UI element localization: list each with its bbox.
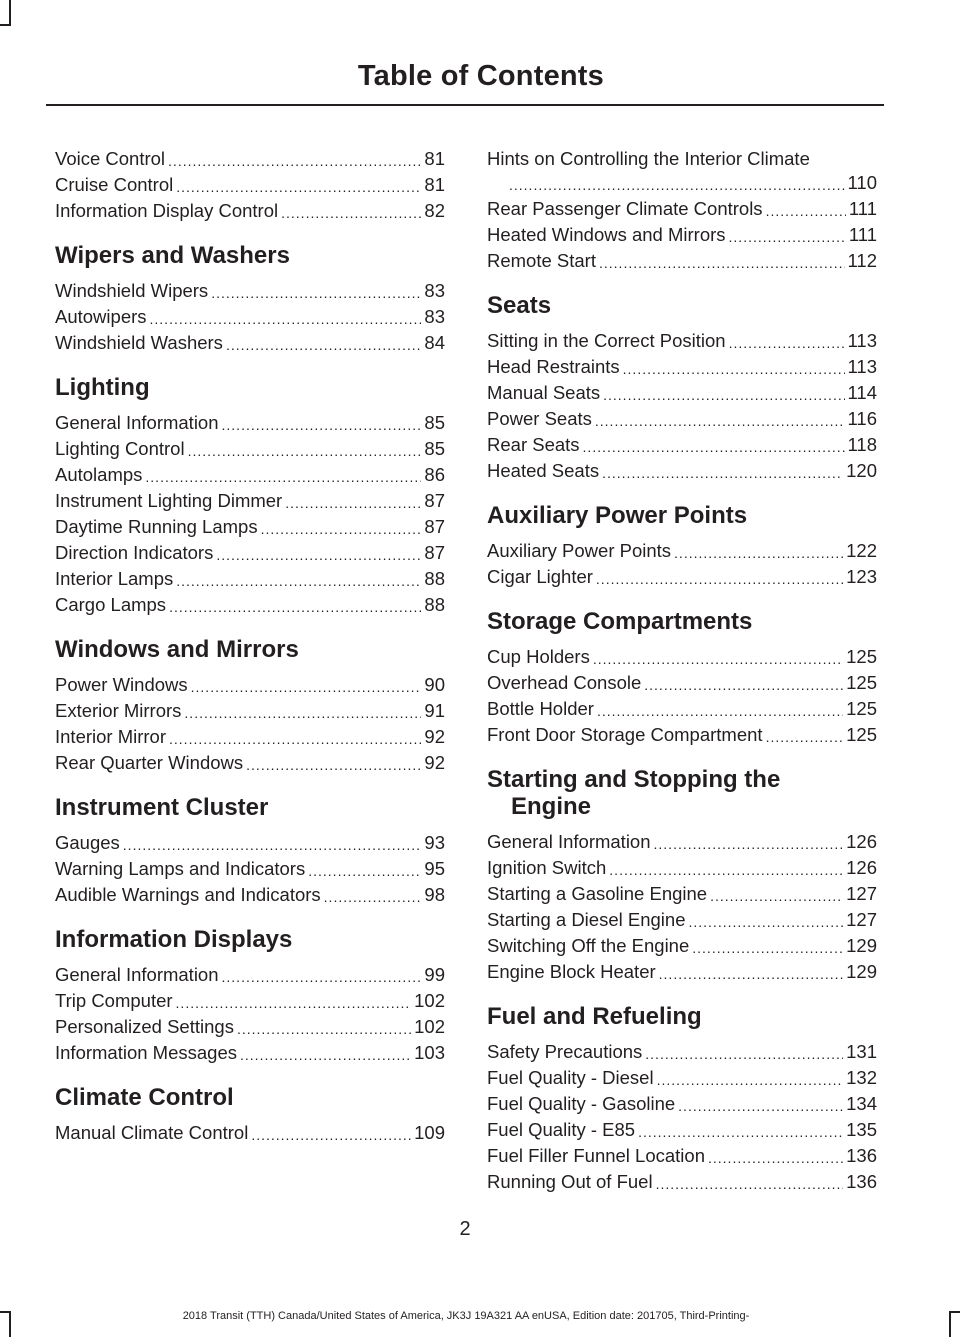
toc-entry-title: Manual Seats [487, 382, 601, 403]
toc-entry[interactable] [487, 670, 877, 696]
section-heading [55, 242, 445, 269]
toc-entry[interactable] [55, 750, 445, 776]
toc-entry-title: General Information [487, 831, 651, 852]
dot-leader [226, 334, 421, 356]
toc-entry-page: 95 [424, 858, 445, 879]
toc-entry-page: 127 [846, 883, 877, 904]
toc-entry-title: Heated Windows and Mirrors [487, 224, 726, 245]
toc-entry[interactable] [487, 881, 877, 907]
toc-entry-page: 98 [424, 884, 445, 905]
toc-entry-page: 126 [846, 857, 877, 878]
dot-leader [237, 1018, 411, 1040]
dot-leader [593, 648, 843, 670]
toc-entry-title: Remote Start [487, 250, 596, 271]
toc-entry-title: Gauges [55, 832, 120, 853]
toc-entry[interactable] [487, 564, 877, 590]
toc-entry[interactable] [55, 882, 445, 908]
toc-entry[interactable] [55, 462, 445, 488]
toc-entry-page: 120 [846, 460, 877, 481]
toc-entry-page: 92 [424, 726, 445, 747]
dot-leader [216, 544, 421, 566]
toc-entry-page: 116 [847, 408, 877, 429]
toc-entry-page: 88 [424, 568, 445, 589]
toc-entry-page: 125 [846, 698, 877, 719]
section-heading [487, 766, 877, 820]
toc-entry[interactable] [55, 592, 445, 618]
crop-mark [949, 1311, 960, 1313]
toc-entry-page: 87 [424, 516, 445, 537]
section-heading [487, 502, 877, 529]
section-heading [55, 636, 445, 663]
dot-leader [595, 410, 845, 432]
toc-entry-title: Safety Precautions [487, 1041, 643, 1062]
toc-entry-page: 114 [847, 382, 877, 403]
toc-entry-title: Auxiliary Power Points [487, 540, 672, 561]
dot-leader [603, 384, 844, 406]
toc-entry-title: Bottle Holder [487, 698, 594, 719]
dot-leader [659, 963, 843, 985]
toc-entry[interactable] [487, 1169, 877, 1195]
toc-entry-title: Head Restraints [487, 356, 620, 377]
dot-leader [688, 911, 843, 933]
toc-entry[interactable] [487, 146, 877, 196]
toc-entry-page: 135 [846, 1119, 877, 1140]
section-heading-text: Wipers and Washers [55, 242, 290, 269]
dot-leader [638, 1121, 843, 1143]
toc-entry-page: 102 [414, 1016, 445, 1037]
crop-mark [0, 24, 11, 26]
page-title: Table of Contents [357, 60, 604, 92]
toc-entry-page: 112 [847, 250, 877, 271]
toc-entry[interactable] [487, 458, 877, 484]
dot-leader [509, 174, 845, 196]
dot-leader [645, 1043, 843, 1065]
toc-entry-page: 81 [424, 174, 445, 195]
toc-entry-title: Rear Seats [487, 434, 580, 455]
dot-leader [644, 674, 843, 696]
toc-entry-page: 127 [846, 909, 877, 930]
toc-entry-page: 126 [846, 831, 877, 852]
toc-entry[interactable] [487, 432, 877, 458]
toc-entry-title: Autolamps [55, 464, 143, 485]
dot-leader [766, 200, 846, 222]
section-heading-text-cont: Engine [511, 793, 592, 820]
toc-entry-page: 81 [424, 148, 445, 169]
header-divider [46, 104, 884, 106]
toc-entry-title: Windshield Washers [55, 332, 223, 353]
toc-entry-page: 125 [846, 672, 877, 693]
dot-leader [308, 860, 421, 882]
toc-entry[interactable] [487, 1091, 877, 1117]
section-heading [55, 374, 445, 401]
toc-entry-page: 134 [846, 1093, 877, 1114]
toc-entry-title: Instrument Lighting Dimmer [55, 490, 283, 511]
toc-entry[interactable] [55, 856, 445, 882]
dot-leader [184, 702, 421, 724]
toc-entry-page: 83 [424, 306, 445, 327]
section-heading-text: Instrument Cluster [55, 794, 269, 821]
toc-entry[interactable] [55, 988, 445, 1014]
dot-leader [623, 358, 845, 380]
toc-entry[interactable] [55, 172, 445, 198]
toc-entry[interactable] [55, 278, 445, 304]
toc-entry[interactable] [487, 959, 877, 985]
toc-entry-title: Rear Passenger Climate Controls [487, 198, 763, 219]
section-heading-text: Seats [487, 292, 552, 319]
toc-entry[interactable] [55, 540, 445, 566]
toc-entry-title: Information Display Control [55, 200, 279, 221]
toc-entry-title: Fuel Quality - Diesel [487, 1067, 654, 1088]
crop-mark [949, 1311, 951, 1337]
toc-entry-page: 123 [846, 566, 877, 587]
toc-entry-title: General Information [55, 412, 219, 433]
toc-entry-title: Windshield Wipers [55, 280, 209, 301]
toc-entry[interactable] [55, 330, 445, 356]
toc-entry[interactable] [487, 406, 877, 432]
dot-leader [599, 252, 845, 274]
toc-entry[interactable] [55, 1014, 445, 1040]
toc-entry-title: Fuel Quality - Gasoline [487, 1093, 676, 1114]
section-heading-text: Lighting [55, 374, 150, 401]
toc-entry-page: 85 [424, 412, 445, 433]
section-heading [55, 926, 445, 953]
toc-entry[interactable] [55, 724, 445, 750]
toc-entry-title: Exterior Mirrors [55, 700, 182, 721]
dot-leader [678, 1095, 843, 1117]
toc-entry-page: 122 [846, 540, 877, 561]
toc-entry-page: 102 [414, 990, 445, 1011]
toc-column-left [55, 146, 445, 1146]
dot-leader [240, 1044, 411, 1066]
section-heading-text: Auxiliary Power Points [487, 502, 748, 529]
toc-entry[interactable] [55, 488, 445, 514]
dot-leader [168, 150, 421, 172]
toc-entry[interactable] [487, 354, 877, 380]
toc-entry[interactable] [487, 248, 877, 274]
toc-entry-title: General Information [55, 964, 219, 985]
dot-leader [176, 176, 421, 198]
dot-leader [656, 1173, 844, 1195]
toc-entry[interactable] [55, 830, 445, 856]
toc-entry-page: 88 [424, 594, 445, 615]
section-heading [55, 1084, 445, 1111]
section-heading-text: Windows and Mirrors [55, 636, 299, 663]
toc-entry[interactable] [55, 198, 445, 224]
toc-entry[interactable] [55, 672, 445, 698]
toc-entry-page: 82 [424, 200, 445, 221]
toc-entry[interactable] [55, 962, 445, 988]
dot-leader [766, 726, 844, 748]
toc-entry[interactable] [487, 933, 877, 959]
toc-entry-title: Starting a Gasoline Engine [487, 883, 708, 904]
section-heading-text: Fuel and Refueling [487, 1003, 702, 1030]
toc-entry-title: Audible Warnings and Indicators [55, 884, 321, 905]
section-heading [487, 608, 877, 635]
toc-entry-title: Interior Lamps [55, 568, 174, 589]
toc-entry-page: 136 [846, 1171, 877, 1192]
toc-entry[interactable] [487, 1039, 877, 1065]
section-heading [487, 1003, 877, 1030]
page-number: 2 [459, 1218, 471, 1240]
toc-entry-title: Manual Climate Control [55, 1122, 249, 1143]
toc-entry-title: Power Windows [55, 674, 188, 695]
dot-leader [261, 518, 422, 540]
toc-entry-title: Sitting in the Correct Position [487, 330, 726, 351]
dot-leader [729, 226, 846, 248]
toc-entry[interactable] [487, 644, 877, 670]
toc-entry-page: 103 [414, 1042, 445, 1063]
dot-leader [211, 282, 421, 304]
dot-leader [596, 568, 843, 590]
toc-entry-page: 85 [424, 438, 445, 459]
dot-leader [150, 308, 422, 330]
toc-entry-page: 87 [424, 490, 445, 511]
toc-entry[interactable] [487, 222, 877, 248]
toc-entry-page: 91 [424, 700, 445, 721]
toc-entry-page: 113 [847, 356, 877, 377]
toc-entry-page: 83 [424, 280, 445, 301]
toc-entry-title: Direction Indicators [55, 542, 214, 563]
section-heading-text: Climate Control [55, 1084, 234, 1111]
toc-entry[interactable] [487, 1143, 877, 1169]
toc-entry[interactable] [487, 380, 877, 406]
section-heading-text: Information Displays [55, 926, 293, 953]
section-heading-text: Storage Compartments [487, 608, 753, 635]
toc-entry-page: 90 [424, 674, 445, 695]
dot-leader [176, 992, 412, 1014]
toc-entry-title: Information Messages [55, 1042, 238, 1063]
dot-leader [176, 570, 421, 592]
toc-entry[interactable] [487, 1117, 877, 1143]
dot-leader [583, 436, 845, 458]
toc-entry-page: 111 [848, 224, 877, 245]
dot-leader [324, 886, 422, 908]
toc-entry-title: Warning Lamps and Indicators [55, 858, 306, 879]
toc-entry-title: Switching Off the Engine [487, 935, 690, 956]
dot-leader [169, 596, 421, 618]
toc-entry-title: Daytime Running Lamps [55, 516, 258, 537]
toc-entry-title: Cup Holders [487, 646, 590, 667]
dot-leader [708, 1147, 843, 1169]
dot-leader [145, 466, 421, 488]
dot-leader [602, 462, 843, 484]
toc-entry-title: Fuel Filler Funnel Location [487, 1145, 705, 1166]
toc-entry-title: Cargo Lamps [55, 594, 167, 615]
toc-entry[interactable] [55, 436, 445, 462]
toc-entry-title: Heated Seats [487, 460, 600, 481]
toc-entry-title: Overhead Console [487, 672, 642, 693]
dot-leader [191, 676, 422, 698]
toc-entry[interactable] [487, 855, 877, 881]
crop-mark [9, 0, 11, 26]
toc-entry-title: Rear Quarter Windows [55, 752, 244, 773]
toc-entry-title: Starting a Diesel Engine [487, 909, 686, 930]
toc-entry-page: 132 [846, 1067, 877, 1088]
section-heading-text: Starting and Stopping the [487, 766, 781, 793]
dot-leader [654, 833, 844, 855]
toc-entry-page: 86 [424, 464, 445, 485]
toc-entry-title: Interior Mirror [55, 726, 167, 747]
toc-entry-title: Autowipers [55, 306, 147, 327]
toc-entry-page: 110 [847, 172, 877, 193]
toc-entry[interactable] [487, 722, 877, 748]
dot-leader [251, 1124, 411, 1146]
toc-entry-title: Hints on Controlling the Interior Climate [487, 148, 810, 169]
toc-entry-title: Fuel Quality - E85 [487, 1119, 636, 1140]
toc-entry[interactable] [487, 696, 877, 722]
dot-leader [222, 966, 422, 988]
toc-entry[interactable] [55, 146, 445, 172]
toc-entry-page: 87 [424, 542, 445, 563]
toc-entry[interactable] [55, 1040, 445, 1066]
toc-entry-page: 99 [424, 964, 445, 985]
toc-entry[interactable] [55, 514, 445, 540]
dot-leader [597, 700, 843, 722]
dot-leader [657, 1069, 844, 1091]
toc-entry-page: 131 [846, 1041, 877, 1062]
dot-leader [222, 414, 422, 436]
toc-entry-page: 129 [846, 961, 877, 982]
toc-entry-page: 93 [424, 832, 445, 853]
edition-footer: 2018 Transit (TTH) Canada/United States of America, JK3J 19A321 AA enUSA, Edition date: 201705, Third-Printing- [182, 1310, 750, 1322]
toc-entry-page: 118 [847, 434, 877, 455]
toc-entry[interactable] [55, 1120, 445, 1146]
toc-entry-title: Engine Block Heater [487, 961, 656, 982]
toc-entry[interactable] [487, 829, 877, 855]
dot-leader [692, 937, 843, 959]
toc-entry[interactable] [487, 1065, 877, 1091]
dot-leader [609, 859, 843, 881]
toc-entry-page: 136 [846, 1145, 877, 1166]
toc-entry-title: Cigar Lighter [487, 566, 593, 587]
toc-entry-page: 111 [848, 198, 877, 219]
toc-entry[interactable] [487, 196, 877, 222]
toc-entry-title: Front Door Storage Compartment [487, 724, 763, 745]
toc-entry-title: Trip Computer [55, 990, 173, 1011]
dot-leader [123, 834, 422, 856]
section-heading [55, 794, 445, 821]
toc-entry[interactable] [487, 907, 877, 933]
toc-entry[interactable] [487, 538, 877, 564]
toc-entry-page: 129 [846, 935, 877, 956]
dot-leader [710, 885, 843, 907]
section-heading [487, 292, 877, 319]
toc-entry[interactable] [55, 410, 445, 436]
dot-leader [281, 202, 421, 224]
toc-entry-title: Voice Control [55, 148, 166, 169]
toc-entry-page: 109 [414, 1122, 445, 1143]
toc-entry[interactable] [487, 328, 877, 354]
toc-entry-page: 125 [846, 646, 877, 667]
dot-leader [169, 728, 421, 750]
toc-entry[interactable] [55, 304, 445, 330]
toc-entry[interactable] [55, 698, 445, 724]
toc-entry-title: Lighting Control [55, 438, 185, 459]
toc-entry-page: 113 [847, 330, 877, 351]
dot-leader [729, 332, 845, 354]
toc-entry-page: 84 [424, 332, 445, 353]
toc-entry-title: Cruise Control [55, 174, 174, 195]
toc-entry[interactable] [55, 566, 445, 592]
toc-entry-title: Ignition Switch [487, 857, 607, 878]
toc-entry-title: Power Seats [487, 408, 592, 429]
dot-leader [285, 492, 421, 514]
toc-entry-title: Personalized Settings [55, 1016, 234, 1037]
toc-entry-page: 92 [424, 752, 445, 773]
dot-leader [674, 542, 843, 564]
dot-leader [246, 754, 421, 776]
toc-entry-title: Running Out of Fuel [487, 1171, 653, 1192]
dot-leader [188, 440, 422, 462]
toc-column-right [487, 146, 877, 1195]
toc-entry-page: 125 [846, 724, 877, 745]
